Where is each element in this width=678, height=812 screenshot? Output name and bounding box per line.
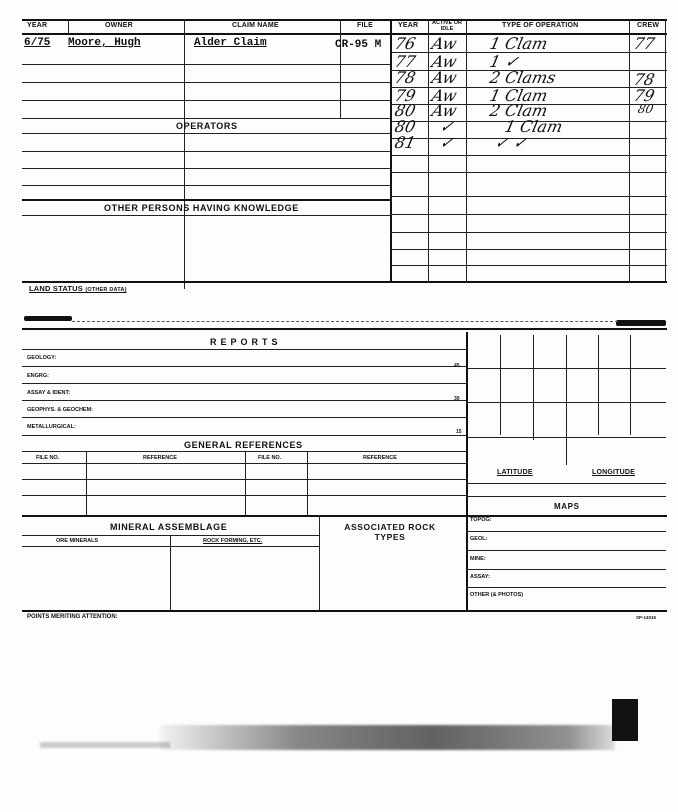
rule	[466, 483, 666, 484]
rule	[22, 435, 466, 436]
divider	[500, 335, 501, 435]
log-operation-4: 1 Clam	[487, 86, 550, 105]
rule	[72, 321, 618, 322]
maps-other: OTHER (& PHOTOS)	[470, 592, 524, 598]
associated-rock-types-title: ASSOCIATED ROCK TYPES	[344, 522, 436, 542]
rule	[22, 349, 466, 350]
maps-geol: GEOL:	[470, 536, 488, 542]
rule	[390, 232, 667, 233]
scan-black-mark	[612, 699, 638, 741]
land-status-label: LAND STATUS	[29, 284, 84, 293]
rule	[22, 151, 390, 152]
divider	[86, 451, 87, 516]
land-status-note: (OTHER DATA)	[85, 287, 127, 293]
divider	[566, 335, 567, 465]
rule	[22, 215, 390, 216]
rule	[22, 479, 466, 480]
form-number: SP-14015	[636, 615, 657, 620]
divider	[170, 535, 171, 610]
log-status-7: ✓	[437, 133, 456, 152]
rule	[390, 138, 667, 139]
rule	[466, 496, 666, 497]
log-status-1: Aw	[429, 34, 459, 53]
log-year-2: 77	[392, 52, 418, 71]
log-operation-6: 1 Clam	[502, 117, 565, 136]
rule	[466, 437, 666, 438]
mineral-assemblage-title: MINERAL ASSEMBLAGE	[110, 522, 228, 532]
rule	[390, 265, 667, 266]
ref-col-file-no-1: FILE NO.	[36, 455, 60, 461]
header-crew: CREW	[637, 22, 660, 29]
divider	[665, 19, 666, 282]
owner-name: Moore, Hugh	[68, 37, 141, 49]
rule	[22, 515, 667, 517]
scan-noise-left	[40, 742, 170, 748]
reports-assay: ASSAY & IDENT:	[27, 390, 71, 396]
log-year-5: 80	[392, 101, 418, 120]
redaction-mark-left	[24, 316, 72, 321]
general-references-title: GENERAL REFERENCES	[184, 440, 303, 450]
log-status-5: Aw	[429, 101, 459, 120]
rule	[22, 463, 466, 464]
rule	[390, 249, 667, 250]
land-status-title	[29, 284, 127, 293]
log-year-1: 76	[392, 34, 418, 53]
rule	[22, 417, 466, 418]
header-file: FILE	[357, 22, 373, 29]
divider	[629, 19, 630, 282]
rule	[22, 100, 390, 101]
rule	[22, 168, 390, 169]
maps-assay: ASSAY:	[470, 574, 490, 580]
rock-forming-label: ROCK FORMING, ETC.	[203, 538, 263, 544]
log-year-4: 79	[392, 86, 418, 105]
log-crew-1: 77	[631, 34, 657, 53]
divider	[307, 451, 308, 516]
rule	[466, 402, 666, 403]
ref-col-file-no-2: FILE NO.	[258, 455, 282, 461]
log-operation-5: 2 Clam	[487, 101, 550, 120]
rule	[390, 172, 667, 173]
header-type-of-operation: TYPE OF OPERATION	[502, 22, 579, 29]
divider	[390, 19, 392, 282]
header-active-idle: ACTIVE OR IDLE	[432, 20, 462, 32]
log-status-3: Aw	[429, 68, 459, 87]
rule	[22, 64, 390, 65]
divider	[466, 332, 468, 612]
rule	[390, 214, 667, 215]
other-persons-title: OTHER PERSONS HAVING KNOWLEDGE	[104, 203, 299, 213]
divider	[466, 19, 467, 282]
rule	[466, 587, 666, 588]
header-bottom-rule	[22, 33, 667, 35]
log-year-7: 81	[392, 133, 418, 152]
log-year-6: 80	[392, 117, 418, 136]
ore-minerals-label: ORE MINERALS	[56, 538, 99, 544]
reports-geology: GEOLOGY:	[27, 355, 57, 361]
rule	[22, 495, 466, 496]
divider	[68, 19, 69, 33]
header-year-2: YEAR	[398, 22, 419, 29]
owner-year: 6/75	[24, 37, 51, 49]
reports-metallurgical: METALLURGICAL:	[27, 424, 76, 430]
maps-topog: TOPOG:	[470, 517, 492, 523]
log-operation-7: ✓ ✓	[492, 133, 529, 152]
redaction-mark-right	[616, 320, 666, 326]
header-owner: OWNER	[105, 22, 133, 29]
points-meriting-attention: POINTS MERITING ATTENTION:	[27, 614, 118, 620]
divider	[245, 451, 246, 516]
rule	[22, 281, 667, 283]
rule	[22, 366, 466, 367]
log-operation-2: 1 ✓	[487, 52, 521, 71]
rule	[22, 118, 390, 119]
log-status-4: Aw	[429, 86, 459, 105]
rule	[22, 185, 390, 186]
rule	[22, 199, 390, 201]
divider	[533, 335, 534, 440]
log-crew-5: 80	[636, 102, 655, 116]
rule	[22, 400, 466, 401]
reports-engrg: ENGRG:	[27, 373, 49, 379]
ref-col-reference-1: REFERENCE	[143, 455, 177, 461]
divider	[598, 335, 599, 435]
rule	[22, 383, 466, 384]
log-status-6: ✓	[437, 117, 456, 136]
rule	[22, 451, 466, 452]
rule	[466, 569, 666, 570]
rule	[466, 368, 666, 369]
scale-30: 30	[454, 396, 460, 402]
header-claim-name: CLAIM NAME	[232, 22, 279, 29]
divider	[319, 515, 320, 610]
divider	[630, 335, 631, 435]
log-crew-4: 79	[631, 86, 657, 105]
log-operation-1: 1 Clam	[487, 34, 550, 53]
divider	[340, 19, 341, 119]
reports-title: REPORTS	[210, 337, 282, 347]
scale-45: 45	[454, 363, 460, 369]
maps-title: MAPS	[554, 502, 580, 511]
log-status-2: Aw	[429, 52, 459, 71]
reports-geophys: GEOPHYS. & GEOCHEM:	[27, 407, 94, 413]
scan-noise-band	[160, 725, 615, 750]
rule	[466, 531, 666, 532]
top-border	[22, 19, 667, 21]
rule	[22, 328, 667, 330]
rule	[390, 196, 667, 197]
file-number: CR-95 M	[335, 39, 382, 51]
longitude-label: LONGITUDE	[592, 469, 636, 476]
operators-title: OPERATORS	[176, 121, 238, 131]
log-year-3: 78	[392, 68, 418, 87]
log-operation-3: 2 Clams	[487, 68, 558, 87]
divider	[428, 19, 429, 282]
rule	[22, 133, 390, 134]
divider	[184, 19, 185, 289]
scale-15: 15	[456, 429, 462, 435]
maps-mine: MINE:	[470, 556, 486, 562]
ref-col-reference-2: REFERENCE	[363, 455, 397, 461]
rule	[466, 550, 666, 551]
log-crew-3: 78	[631, 70, 657, 89]
rule	[390, 155, 667, 156]
rule	[22, 82, 390, 83]
header-year: YEAR	[27, 22, 48, 29]
latitude-label: LATITUDE	[497, 469, 533, 476]
rule	[22, 610, 667, 612]
claim-name: Alder Claim	[194, 37, 267, 49]
